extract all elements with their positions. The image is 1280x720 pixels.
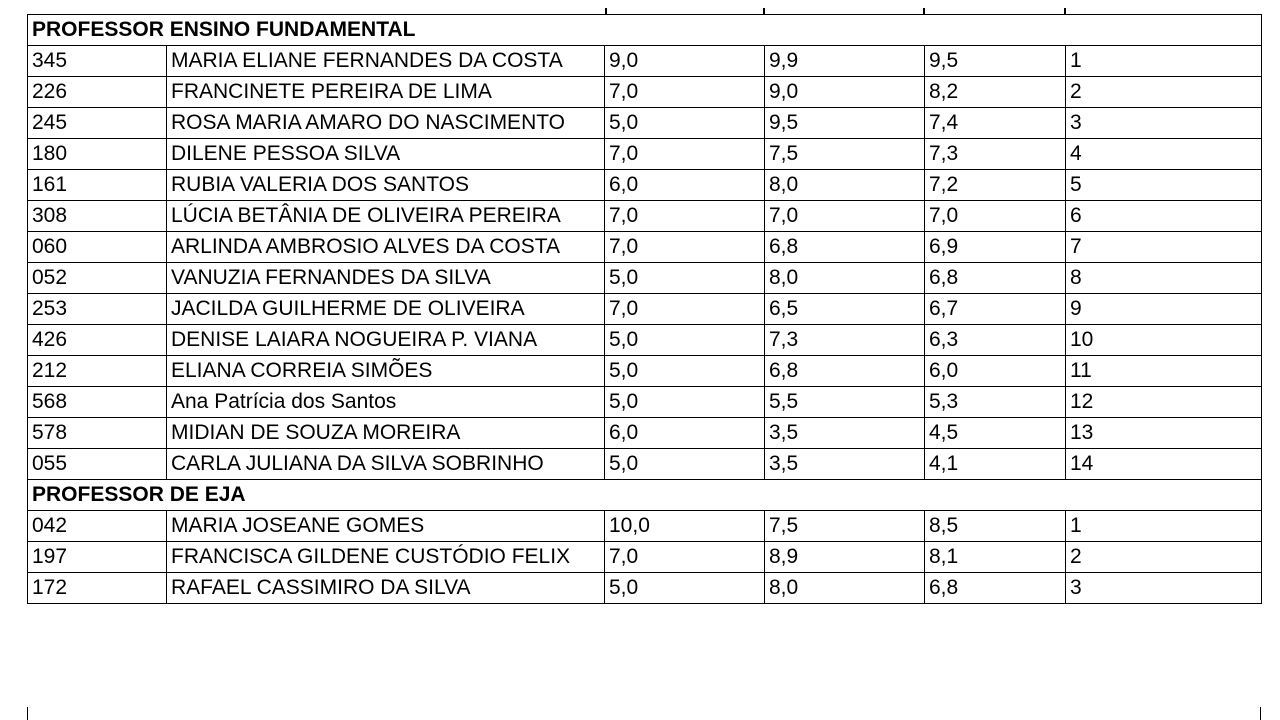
- rank-cell: 3: [1066, 108, 1262, 139]
- score-1-cell: 9,0: [605, 46, 765, 77]
- candidate-name-cell: FRANCINETE PEREIRA DE LIMA: [167, 77, 605, 108]
- section-header-row: [28, 15, 1262, 46]
- table-continuation: [27, 707, 1261, 720]
- table-row: [28, 449, 1262, 480]
- candidate-name-cell: LÚCIA BETÂNIA DE OLIVEIRA PEREIRA: [167, 201, 605, 232]
- table-row: [28, 170, 1262, 201]
- score-1-cell: 7,0: [605, 294, 765, 325]
- score-1-cell: 6,0: [605, 170, 765, 201]
- final-score-cell: 6,9: [925, 232, 1066, 263]
- table-row: [28, 387, 1262, 418]
- rank-cell: 4: [1066, 139, 1262, 170]
- section-title: PROFESSOR ENSINO FUNDAMENTAL: [28, 15, 1262, 46]
- table-row: [28, 263, 1262, 294]
- final-score-cell: 8,2: [925, 77, 1066, 108]
- final-score-cell: 7,0: [925, 201, 1066, 232]
- rank-cell: 2: [1066, 77, 1262, 108]
- table-row: [28, 46, 1262, 77]
- candidate-name-cell: RUBIA VALERIA DOS SANTOS: [167, 170, 605, 201]
- score-2-cell: 3,5: [765, 418, 925, 449]
- score-2-cell: 7,3: [765, 325, 925, 356]
- rank-cell: 1: [1066, 46, 1262, 77]
- rank-cell: 5: [1066, 170, 1262, 201]
- score-1-cell: 5,0: [605, 108, 765, 139]
- registration-number-cell: 180: [28, 139, 167, 170]
- registration-number-cell: 253: [28, 294, 167, 325]
- registration-number-cell: 172: [28, 573, 167, 604]
- candidate-name-cell: DILENE PESSOA SILVA: [167, 139, 605, 170]
- score-1-cell: 7,0: [605, 232, 765, 263]
- candidate-name-cell: JACILDA GUILHERME DE OLIVEIRA: [167, 294, 605, 325]
- section-header-row: [28, 480, 1262, 511]
- table-row: [28, 77, 1262, 108]
- table-row: [28, 573, 1262, 604]
- rank-cell: 1: [1066, 511, 1262, 542]
- registration-number-cell: 578: [28, 418, 167, 449]
- rank-cell: 3: [1066, 573, 1262, 604]
- registration-number-cell: 042: [28, 511, 167, 542]
- rank-cell: 11: [1066, 356, 1262, 387]
- table-row: [28, 294, 1262, 325]
- score-1-cell: 5,0: [605, 573, 765, 604]
- score-2-cell: 9,5: [765, 108, 925, 139]
- registration-number-cell: 426: [28, 325, 167, 356]
- top-column-ticks: [0, 0, 1280, 14]
- rank-cell: 14: [1066, 449, 1262, 480]
- final-score-cell: 6,3: [925, 325, 1066, 356]
- final-score-cell: 8,5: [925, 511, 1066, 542]
- registration-number-cell: 212: [28, 356, 167, 387]
- rank-cell: 2: [1066, 542, 1262, 573]
- final-score-cell: 6,8: [925, 573, 1066, 604]
- candidate-name-cell: ROSA MARIA AMARO DO NASCIMENTO: [167, 108, 605, 139]
- table-row: [28, 325, 1262, 356]
- candidate-name-cell: ARLINDA AMBROSIO ALVES DA COSTA: [167, 232, 605, 263]
- score-1-cell: 10,0: [605, 511, 765, 542]
- registration-number-cell: 055: [28, 449, 167, 480]
- score-2-cell: 6,8: [765, 232, 925, 263]
- score-1-cell: 7,0: [605, 139, 765, 170]
- table-row: [28, 511, 1262, 542]
- results-table: [27, 14, 1262, 604]
- candidate-name-cell: Ana Patrícia dos Santos: [167, 387, 605, 418]
- registration-number-cell: 245: [28, 108, 167, 139]
- score-2-cell: 8,9: [765, 542, 925, 573]
- score-1-cell: 5,0: [605, 325, 765, 356]
- score-2-cell: 7,0: [765, 201, 925, 232]
- score-2-cell: 5,5: [765, 387, 925, 418]
- registration-number-cell: 226: [28, 77, 167, 108]
- table-row: [28, 201, 1262, 232]
- score-2-cell: 8,0: [765, 170, 925, 201]
- score-1-cell: 7,0: [605, 542, 765, 573]
- final-score-cell: 8,1: [925, 542, 1066, 573]
- candidate-name-cell: CARLA JULIANA DA SILVA SOBRINHO: [167, 449, 605, 480]
- table-row: [28, 542, 1262, 573]
- score-1-cell: 5,0: [605, 449, 765, 480]
- score-2-cell: 7,5: [765, 139, 925, 170]
- table-row: [28, 232, 1262, 263]
- final-score-cell: 6,8: [925, 263, 1066, 294]
- candidate-name-cell: RAFAEL CASSIMIRO DA SILVA: [167, 573, 605, 604]
- score-2-cell: 9,9: [765, 46, 925, 77]
- score-2-cell: 8,0: [765, 573, 925, 604]
- final-score-cell: 4,5: [925, 418, 1066, 449]
- score-2-cell: 9,0: [765, 77, 925, 108]
- candidate-name-cell: ELIANA CORREIA SIMÕES: [167, 356, 605, 387]
- score-2-cell: 8,0: [765, 263, 925, 294]
- registration-number-cell: 060: [28, 232, 167, 263]
- score-1-cell: 5,0: [605, 387, 765, 418]
- candidate-name-cell: MARIA ELIANE FERNANDES DA COSTA: [167, 46, 605, 77]
- registration-number-cell: 052: [28, 263, 167, 294]
- table-row: [28, 139, 1262, 170]
- candidate-name-cell: DENISE LAIARA NOGUEIRA P. VIANA: [167, 325, 605, 356]
- score-1-cell: 7,0: [605, 77, 765, 108]
- score-1-cell: 5,0: [605, 356, 765, 387]
- final-score-cell: 7,3: [925, 139, 1066, 170]
- score-1-cell: 7,0: [605, 201, 765, 232]
- score-2-cell: 7,5: [765, 511, 925, 542]
- registration-number-cell: 197: [28, 542, 167, 573]
- table-row: [28, 418, 1262, 449]
- final-score-cell: 4,1: [925, 449, 1066, 480]
- rank-cell: 8: [1066, 263, 1262, 294]
- score-1-cell: 6,0: [605, 418, 765, 449]
- final-score-cell: 5,3: [925, 387, 1066, 418]
- results-table-body: [28, 15, 1262, 604]
- registration-number-cell: 568: [28, 387, 167, 418]
- candidate-name-cell: FRANCISCA GILDENE CUSTÓDIO FELIX: [167, 542, 605, 573]
- candidate-name-cell: MARIA JOSEANE GOMES: [167, 511, 605, 542]
- score-2-cell: 3,5: [765, 449, 925, 480]
- final-score-cell: 9,5: [925, 46, 1066, 77]
- rank-cell: 10: [1066, 325, 1262, 356]
- candidate-name-cell: MIDIAN DE SOUZA MOREIRA: [167, 418, 605, 449]
- final-score-cell: 7,2: [925, 170, 1066, 201]
- final-score-cell: 7,4: [925, 108, 1066, 139]
- section-title: PROFESSOR DE EJA: [28, 480, 1262, 511]
- table-row: [28, 108, 1262, 139]
- rank-cell: 7: [1066, 232, 1262, 263]
- score-2-cell: 6,5: [765, 294, 925, 325]
- registration-number-cell: 345: [28, 46, 167, 77]
- registration-number-cell: 161: [28, 170, 167, 201]
- candidate-name-cell: VANUZIA FERNANDES DA SILVA: [167, 263, 605, 294]
- registration-number-cell: 308: [28, 201, 167, 232]
- table-row: [28, 356, 1262, 387]
- score-2-cell: 6,8: [765, 356, 925, 387]
- rank-cell: 12: [1066, 387, 1262, 418]
- score-1-cell: 5,0: [605, 263, 765, 294]
- final-score-cell: 6,7: [925, 294, 1066, 325]
- rank-cell: 9: [1066, 294, 1262, 325]
- rank-cell: 6: [1066, 201, 1262, 232]
- final-score-cell: 6,0: [925, 356, 1066, 387]
- rank-cell: 13: [1066, 418, 1262, 449]
